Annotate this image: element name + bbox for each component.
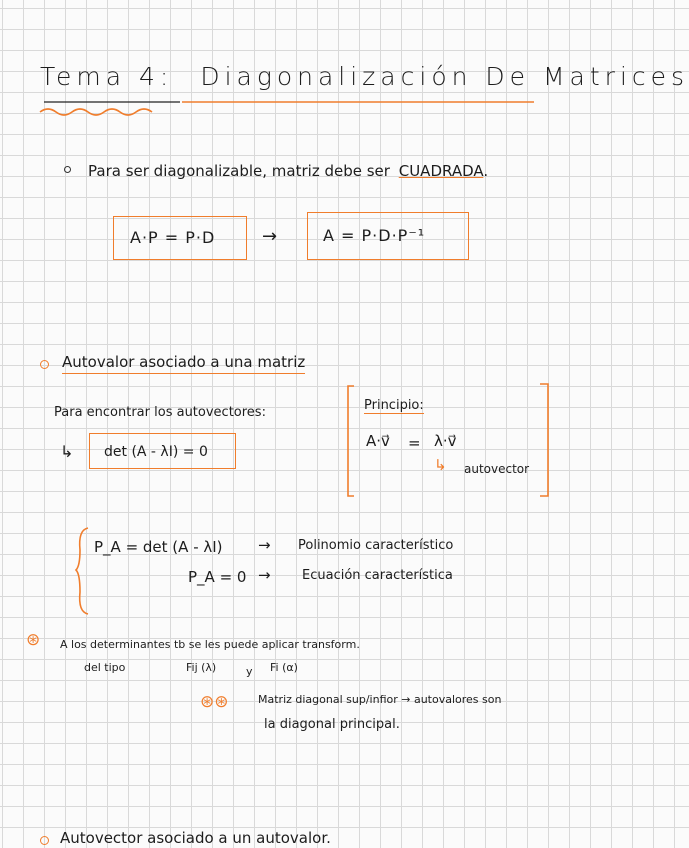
double-star-line1: Matriz diagonal sup/infior → autovalores son: [258, 693, 502, 706]
section-bullet: [40, 360, 49, 369]
star-note-line2d: Fi (α): [270, 661, 298, 674]
double-star-icon: ⊛⊛: [200, 692, 229, 712]
star-note-line2c: y: [246, 665, 253, 678]
double-star-line2: la diagonal principal.: [264, 717, 400, 732]
principle-arrow: ↳: [434, 456, 447, 474]
equation-label: Ecuación característica: [302, 568, 453, 583]
polynomial-label: Polinomio característico: [298, 538, 454, 553]
title-underline: [34, 100, 534, 120]
star-note-line2b: Fij (λ): [186, 661, 217, 674]
bullet-dot: [64, 166, 71, 173]
det-formula: det (A - λI) = 0: [104, 444, 208, 460]
star-note-line1: A los determinantes tb se les puede aplicar transform.: [60, 638, 360, 651]
principle-equals: =: [408, 434, 421, 452]
principle-formula-right: λ·v⃗: [434, 432, 457, 450]
section-bullet: [40, 836, 49, 845]
note-highlight: CUADRADA: [398, 162, 484, 180]
autovector-heading: Autovector asociado a un autovalor.: [60, 829, 331, 847]
autovalor-heading: Autovalor asociado a una matriz: [62, 353, 305, 374]
principle-formula-left: A·v⃗: [366, 432, 390, 450]
star-icon: ⊛: [26, 630, 41, 650]
polynomial-brace: [74, 526, 94, 616]
note-text: Para ser diagonalizable, matriz debe ser: [88, 162, 390, 180]
formula-arrow: →: [262, 226, 278, 247]
find-autovectors-text: Para encontrar los autovectores:: [54, 405, 266, 420]
principle-label: Principio:: [364, 398, 424, 413]
principle-note: autovector: [464, 462, 530, 476]
note-end: .: [483, 162, 489, 180]
det-arrow: ↳: [60, 442, 74, 461]
equation-arrow: →: [258, 566, 271, 584]
title-topic: Tema 4:: [40, 62, 174, 91]
formula-left: A·P = P·D: [130, 228, 216, 247]
star-note-line2a: del tipo: [84, 661, 126, 674]
polynomial-formula: P_A = det (A - λI): [94, 538, 223, 556]
polynomial-arrow: →: [258, 536, 271, 554]
page-title: [40, 62, 689, 91]
equation-formula: P_A = 0: [188, 568, 247, 586]
diagonalizable-note: [88, 162, 488, 180]
title-subject: Diagonalización De Matrices: [200, 62, 689, 91]
formula-right: A = P·D·P⁻¹: [323, 226, 426, 245]
